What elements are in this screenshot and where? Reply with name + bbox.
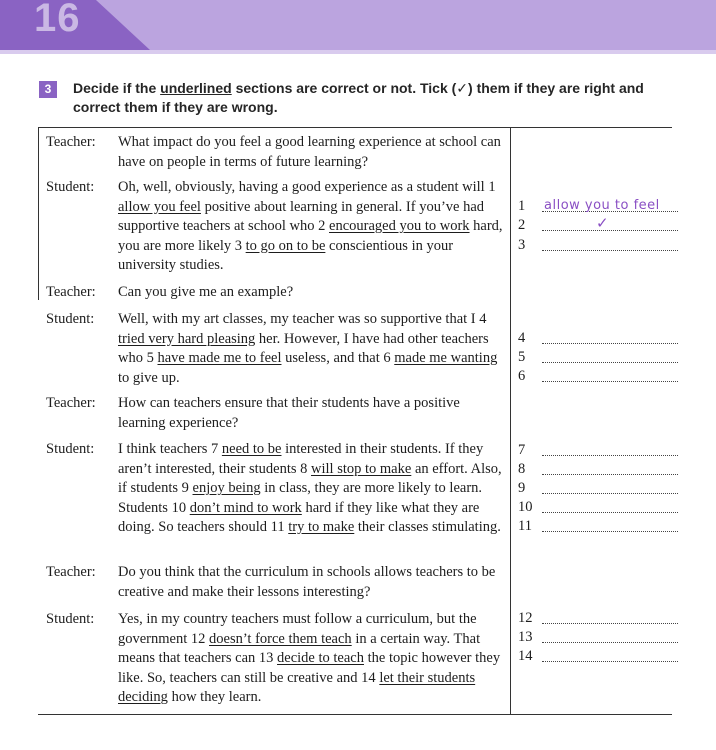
speaker-label: Student: [46, 179, 95, 195]
speech-segment: how they learn. [167, 689, 262, 705]
instruction-underlined-word: underlined [160, 80, 232, 96]
answer-line[interactable] [518, 518, 668, 537]
speech-line: Can you give me an example? [118, 284, 294, 300]
answer-number: 14 [518, 648, 533, 664]
speaker-label: Teacher: [46, 395, 96, 411]
speaker-label: Teacher: [46, 564, 96, 580]
speech-text [118, 133, 508, 172]
answer-line[interactable] [518, 349, 668, 368]
exercise-number-badge: 3 [39, 81, 57, 98]
unit-header [0, 0, 716, 52]
speech-text [118, 610, 508, 708]
speech-segment: in a certain way. That means that teachers can 13 [118, 630, 481, 666]
answer-number: 2 [518, 217, 526, 233]
speech-segment: Oh, well, obviously, having a good experience as a student will 1 [118, 179, 496, 195]
speaker-label: Student: [46, 611, 95, 627]
header-light-panel [96, 0, 716, 50]
answer-line[interactable] [518, 237, 668, 256]
underlined-section: tried very hard pleasing [118, 330, 256, 347]
answer-dotted-line [542, 474, 678, 475]
underlined-section: need to be [221, 441, 282, 457]
answer-line[interactable] [518, 330, 668, 349]
underlined-section: will stop to make [311, 460, 412, 477]
answer-dotted-line [542, 493, 678, 494]
underlined-section: decide to teach [277, 650, 364, 666]
answer-dotted-line [542, 343, 678, 344]
speech-segment: her. However, I have had other teachers who 5 [118, 330, 489, 366]
answer-line[interactable] [518, 368, 668, 387]
answer-number: 10 [518, 499, 533, 515]
speech-segment: hard if they like what they are doing. So teachers should 11 [118, 499, 480, 535]
speech-segment: interested in their students. If they aren’t interested, their students 8 [118, 441, 484, 477]
speech-segment: their classes stimulating. [354, 519, 501, 535]
table-left-rule [38, 127, 39, 300]
speech-segment: useless, and that 6 [281, 350, 395, 366]
table-column-divider [510, 127, 511, 714]
speech-line: What impact do you feel a good learning experience at school can have on people in terms of future learning? [118, 134, 501, 170]
handwritten-answer: allow you to feel [544, 198, 660, 213]
speech-text [118, 394, 508, 433]
answer-line[interactable] [518, 214, 668, 236]
answer-dotted-line [542, 381, 678, 382]
answer-dotted-line [542, 230, 678, 231]
speaker-label: Student: [46, 311, 95, 327]
speech-text [118, 440, 508, 538]
answer-number: 8 [518, 461, 526, 477]
instruction-text-1: Decide if the [73, 80, 161, 96]
underlined-section: to go on to be [245, 237, 326, 254]
answer-number: 7 [518, 442, 526, 458]
speech-segment: Yes, in my country teachers must follow a curriculum, but the government 12 [118, 611, 477, 647]
answer-line[interactable] [518, 629, 668, 648]
speech-segment: conscientious in your university studies. [118, 237, 454, 273]
handwritten-answer: ✓ [596, 214, 610, 232]
answer-number: 6 [518, 368, 526, 384]
speech-segment: an effort. Also, if students 9 [118, 460, 502, 496]
speech-line: How can teachers ensure that their students have a positive learning experience? [118, 395, 460, 431]
answer-line[interactable] [518, 610, 668, 629]
answer-number: 9 [518, 480, 526, 496]
answer-line[interactable] [518, 461, 668, 480]
table-top-rule [38, 127, 672, 128]
underlined-section: enjoy being [192, 480, 261, 496]
header-underline [0, 50, 716, 54]
unit-number: 16 [34, 0, 81, 40]
speech-segment: in class, they are more likely to learn. Students 10 [118, 480, 483, 516]
speaker-label: Teacher: [46, 284, 96, 300]
answer-dotted-line [542, 661, 678, 662]
answer-number: 3 [518, 237, 526, 253]
answer-line[interactable] [518, 648, 668, 667]
answer-dotted-line [542, 531, 678, 532]
answer-line[interactable] [518, 198, 668, 217]
underlined-section: let their students deciding [118, 669, 476, 705]
speech-text [118, 563, 508, 602]
speech-segment: Well, with my art classes, my teacher was so supportive that I 4 [118, 311, 487, 327]
speech-text [118, 283, 508, 303]
underlined-section: made me wanting [394, 350, 498, 366]
speech-text [118, 310, 508, 388]
answer-line[interactable] [518, 480, 668, 499]
answer-number: 5 [518, 349, 526, 365]
speaker-label: Student: [46, 441, 95, 457]
speech-text [118, 178, 508, 276]
underlined-section: allow you feel [118, 198, 201, 215]
underlined-section: have made me to feel [157, 350, 282, 366]
answer-number: 4 [518, 330, 526, 346]
answer-number: 12 [518, 610, 533, 626]
answer-dotted-line [542, 362, 678, 363]
exercise-instruction [73, 79, 683, 117]
table-bottom-rule [38, 714, 672, 715]
answer-line[interactable] [518, 499, 668, 518]
answer-dotted-line [542, 455, 678, 456]
speech-segment: the topic however they like. So, teachers can still be creative and 14 [118, 650, 501, 686]
instruction-text-2: sections are correct or not. Tick (✓) them if they are right and correct them if they are wrong. [73, 80, 644, 115]
answer-dotted-line [542, 512, 678, 513]
underlined-section: doesn’t force them teach [209, 630, 352, 647]
answer-line[interactable] [518, 442, 668, 461]
underlined-section: try to make [288, 519, 355, 535]
speech-segment: I think teachers 7 [118, 441, 222, 457]
speech-segment: hard, you are more likely 3 [118, 218, 503, 254]
underlined-section: encouraged you to work [329, 218, 470, 234]
speech-segment: positive about learning in general. If you’ve had supportive teachers at school who 2 [118, 198, 485, 234]
answer-dotted-line [542, 623, 678, 624]
answer-number: 1 [518, 198, 526, 214]
speaker-label: Teacher: [46, 134, 96, 150]
answer-number: 13 [518, 629, 533, 645]
speech-segment: to give up. [118, 369, 180, 386]
underlined-section: don’t mind to work [189, 499, 302, 516]
answer-dotted-line [542, 250, 678, 251]
answer-dotted-line [542, 642, 678, 643]
speech-line: Do you think that the curriculum in schools allows teachers to be creative and make their lessons interesting? [118, 564, 496, 600]
answer-number: 11 [518, 518, 532, 534]
